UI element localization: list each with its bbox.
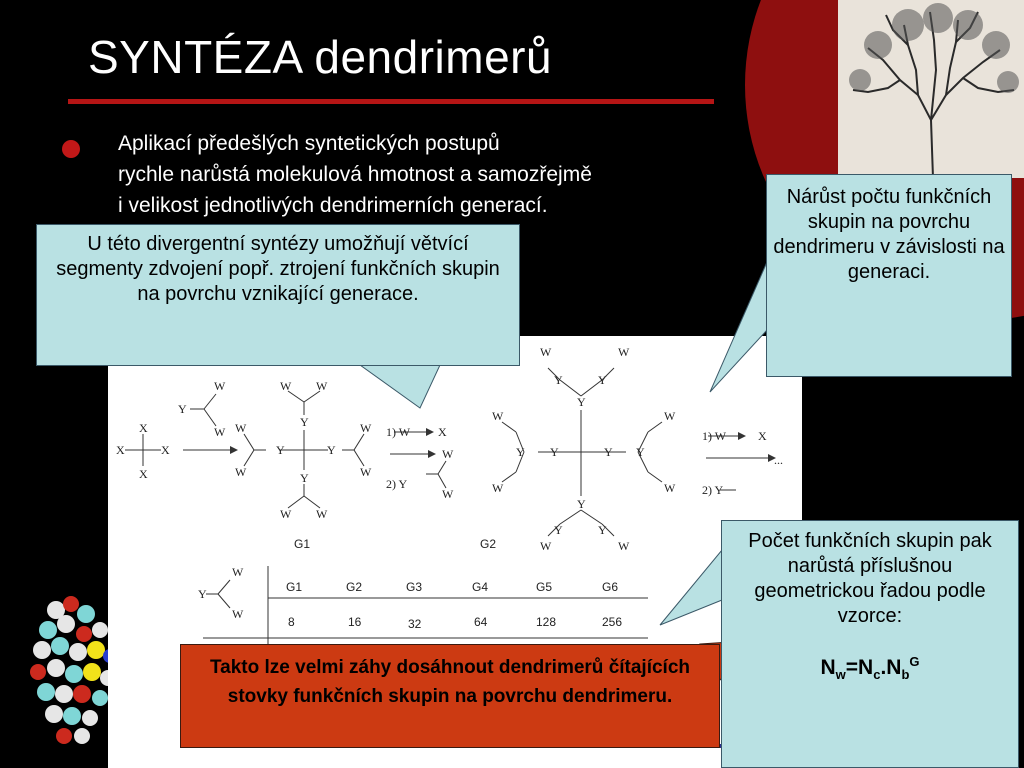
scheme-atom: W [214,379,226,393]
table-header: G4 [472,580,489,594]
table-header: G1 [286,580,303,594]
scheme-atom: X [116,443,125,457]
table-value: 32 [408,617,422,631]
scheme-atom: Y [636,445,645,459]
scheme-atom: W [280,507,292,521]
slide-title: SYNTÉZA dendrimerů [88,31,553,83]
scheme-atom: X [161,443,170,457]
callout-divergent-synthesis: U této divergentní syntézy umožňují větvící segmenty zdvojení popř. ztrojení funkčních skupin na povrchu vznikající generace. [36,224,520,366]
title-divider [68,99,714,104]
formula-sub: b [901,667,910,683]
intro-line: i velikost jednotlivých dendrimerních generací. [118,194,548,217]
scheme-atom: W [664,481,676,495]
scheme-atom: Y [178,402,187,416]
callout-functional-groups-growth: Nárůst počtu funkčních skupin na povrchu dendrimeru v závislosti na generaci. [766,174,1012,377]
scheme-atom: Y [577,395,586,409]
table-header: G5 [536,580,553,594]
bullet-icon [62,140,80,158]
step1-target: X [758,429,767,443]
scheme-atom: W [492,481,504,495]
step1-label: 1) W [386,425,411,439]
scheme-atom: W [540,539,552,553]
scheme-atom: W [316,507,328,521]
scheme-atom: W [316,379,328,393]
scheme-atom: Y [300,471,309,485]
scheme-atom: W [442,447,454,461]
scheme-atom: W [232,607,244,621]
formula-part: .N [880,656,902,679]
generation-label: G2 [480,537,497,551]
intro-paragraph [118,128,778,221]
scheme-atom: W [540,345,552,359]
table-header: G2 [346,580,363,594]
scheme-atom: Y [198,587,207,601]
molecule-model-image [26,590,116,750]
callout-conclusion: Takto lze velmi záhy dosáhnout dendrimerů čítajících stovky funkčních skupin na povrchu dendrimeru. [180,644,720,748]
scheme-atom: X [139,421,148,435]
callout-geometric-text: Počet funkčních skupin pak narůstá příslušnou geometrickou řadou podle vzorce: [748,530,992,627]
scheme-atom: W [235,421,247,435]
scheme-atom: Y [300,415,309,429]
scheme-atom: W [492,409,504,423]
step2-label: 2) Y [386,477,408,491]
table-value: 256 [602,615,623,629]
ellipsis: ... [774,453,783,467]
scheme-atom: Y [327,443,336,457]
table-header: G3 [406,580,423,594]
step1-target: X [438,425,447,439]
scheme-atom: W [618,539,630,553]
scheme-atom: W [442,487,454,501]
scheme-atom: Y [598,523,607,537]
step2-label: 2) Y [702,483,724,497]
formula [728,649,1012,687]
scheme-atom: Y [516,445,525,459]
scheme-atom: W [360,421,372,435]
scheme-atom: W [618,345,630,359]
table-header: G6 [602,580,619,594]
table-value: 16 [348,615,362,629]
scheme-atom: Y [550,445,559,459]
scheme-atom: Y [577,497,586,511]
formula-part: N [820,656,836,679]
scheme-atom: W [232,565,244,579]
dendrimer-tree-image [838,0,1024,178]
table-value: 64 [474,615,488,629]
generation-label: G1 [294,537,311,551]
scheme-atom: W [214,425,226,439]
intro-line: rychle narůstá molekulová hmotnost a samozřejmě [118,163,592,186]
table-value: 128 [536,615,557,629]
table-value: 8 [288,615,295,629]
formula-part: =N [845,656,874,679]
formula-sup: G [909,654,920,669]
formula-sub: c [873,667,881,683]
scheme-atom: Y [598,373,607,387]
scheme-atom: W [664,409,676,423]
scheme-atom: Y [276,443,285,457]
scheme-atom: W [280,379,292,393]
scheme-atom: Y [554,523,563,537]
formula-sub: w [835,667,846,683]
intro-line: Aplikací předešlých syntetických postupů [118,132,500,155]
scheme-atom: X [139,467,148,481]
scheme-atom: Y [554,373,563,387]
callout-geometric-series [721,520,1019,768]
step1-label: 1) W [702,429,727,443]
scheme-atom: W [360,465,372,479]
scheme-atom: W [235,465,247,479]
scheme-atom: Y [604,445,613,459]
